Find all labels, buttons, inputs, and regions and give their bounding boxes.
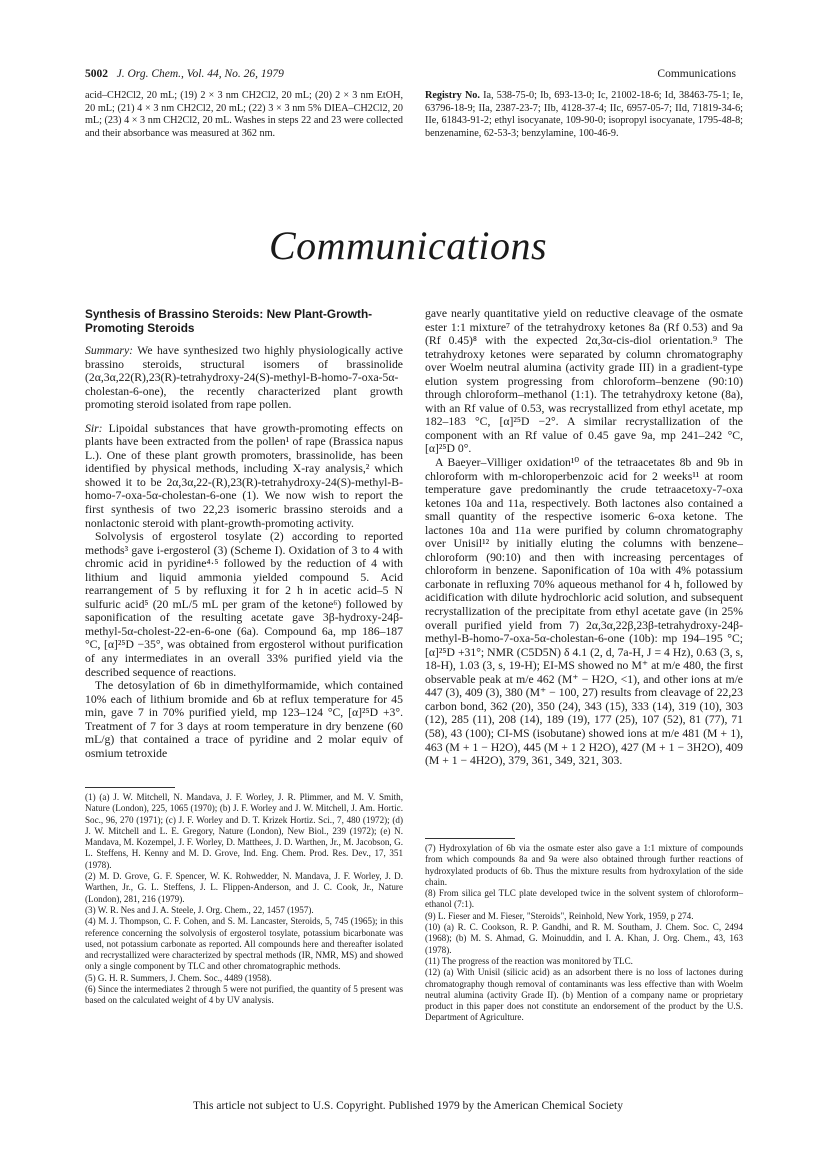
footnotes-left	[85, 792, 403, 1007]
paragraph: The detosylation of 6b in dimethylformamide, which contained 10% each of lithium bromide and 6b at reflux temperature for 45 min, gave 7 in 70% purified yield, mp 123–124 °C, [α]²⁵D +3°. Treatment of 7 for 3 days at room temperature in dry benzene (60 mL/g) that contained a trace of pyridine and 2 molar equiv of osmium tetroxide	[85, 679, 403, 760]
page-number: 5002	[85, 68, 108, 80]
summary-label: Summary:	[85, 344, 134, 357]
right-column	[425, 307, 743, 768]
footnote: (5) G. H. R. Summers, J. Chem. Soc., 4489 (1958).	[85, 972, 272, 983]
registry-numbers	[425, 90, 743, 140]
footnote-rule	[425, 838, 515, 839]
footnote: (1) (a) J. W. Mitchell, N. Mandava, J. F. Worley, J. R. Plimmer, and M. V. Smith, Nature (London), 225, 1065 (1970); (b) J. F. Worley and J. W. Mitchell, J. Am. Hortic. Soc., 96, 270 (1971); (c) J. F. Worley and D. T. Krizek Hortiz. Sci., 7, 480 (1972); (d) J. W. Mitchell and L. E. Gregory, Nature (London), New Biol., 239 (1972); (e) N. Mandava, M. Kozempel, J. F. Worley, D. Matthees, J. D. Warthen, Jr., M. Jacobson, G. L. Steffens, H. Kenny and M. D. Grove, Ind. Eng. Chem. Prod. Res. Dev., 17, 351 (1978).	[85, 792, 403, 870]
running-header-section: Communications	[657, 68, 736, 80]
footnote: (11) The progress of the reaction was monitored by TLC.	[425, 955, 633, 966]
footnote: (4) M. J. Thompson, C. F. Cohen, and S. M. Lancaster, Steroids, 5, 745 (1965); in this reference concerning the solvolysis of ergosterol tosylate, potassium bicarbonate was used, not potassium carbonate as reported. All compounds here and thereafter isolated and recrystallized were characterized by spectral methods (IR, NMR, MS) and showed only a single component by TLC and other chromatographic methods.	[85, 916, 403, 972]
section-title: Communications	[268, 223, 548, 268]
registry-label: Registry No.	[425, 90, 480, 101]
journal-citation: J. Org. Chem., Vol. 44, No. 26, 1979	[116, 68, 284, 80]
footnote: (12) (a) With Unisil (silicic acid) as an adsorbent there is no loss of lactones during chromatography though removal of contaminants was less effective than with Woelm neutral alumina (activity Grade II). (b) Mention of a company name or proprietary product in this paper does not constitute an endorsement of the product by the U.S. Department of Agriculture.	[425, 967, 743, 1023]
sir-label: Sir:	[85, 421, 103, 435]
article-title: Synthesis of Brassino Steroids: New Plant-Growth-Promoting Steroids	[85, 307, 373, 335]
article-summary	[85, 344, 403, 412]
summary-text: We have synthesized two highly physiologically active brassino steroids, structural isomers of brassinolide (2α,3α,22(R),23(R)-tetrahydroxy-24(S)-methyl-B-homo-7-oxa-5α-cholestan-6-one), the recently characterized plant growth promoting steroid isolated from rape pollen.	[85, 344, 403, 412]
footnote: (10) (a) R. C. Cookson, R. P. Gandhi, and R. M. Southam, J. Chem. Soc. C, 2494 (1968); (b) M. S. Ahmad, G. Moinuddin, and I. A. Khan, J. Org. Chem., 43, 163 (1978).	[425, 922, 743, 955]
running-header-left	[85, 68, 284, 80]
paragraph: gave nearly quantitative yield on reductive cleavage of the osmate ester 1:1 mixture⁷ of the tetrahydroxy ketones 8a (Rf 0.53) and 9a (Rf 0.45)⁸ with the expected 2α,3α-cis-diol orientation.⁹ The tetrahydroxy ketones were separated by column chromatography over Woelm neutral alumina (activity grade III) in a gradient-type elution system progressing from chloroform–benzene (90:10) through chloroform–methanol (1:1). The tetrahydroxy ketone (8a), with an Rf value of 0.53, was recrystallized from ethyl acetate, mp 182–183 °C, [α]²⁵D −2°. A similar recrystallization of the component with an Rf value of 0.45 gave 9a, mp 241–242 °C, [α]²⁵D 0°.	[425, 307, 743, 456]
registry-text: Ia, 538-75-0; Ib, 693-13-0; Ic, 21002-18-6; Id, 38463-75-1; Ie, 63796-18-9; IIa, 2387-23-7; IIb, 4128-37-4; IIc, 6957-05-7; IId, 71819-34-6; IIe, 61843-91-2; ethyl isocyanate, 109-90-0; isopropyl isocyanate, 1795-48-8; benzenamine, 62-53-3; benzylamine, 100-46-9.	[425, 90, 743, 139]
footnote: (6) Since the intermediates 2 through 5 were not purified, the quantity of 5 present was based on the calculated weight of 4 by UV analysis.	[85, 984, 403, 1006]
footnote: (9) L. Fieser and M. Fieser, "Steroids", Reinhold, New York, 1959, p 274.	[425, 910, 694, 921]
footnote: (7) Hydroxylation of 6b via the osmate ester also gave a 1:1 mixture of compounds from which compounds 8a and 9a were also obtained through further reactions of hydroxylated products of 6b. Thus the mixture results from hydroxylation of the side chain.	[425, 843, 743, 887]
paragraph: Solvolysis of ergosterol tosylate (2) according to reported methods³ gave i-ergosterol (3) (Scheme I). Oxidation of 3 to 4 with chromic acid in pyridine⁴·⁵ followed by the reduction of 4 with lithium and liquid ammonia yielded compound 5. Acid rearrangement of 5 by refluxing it for 2 h in acetic acid–5 N sulfuric acid⁵ (20 mL/5 mL per gram of the ketone⁶) followed by saponification of the resulting acetate gave 3β-hydroxy-24β-methyl-5α-cholest-22-en-6-one (6a). Compound 6a, mp 186–187 °C, [α]²⁵D −35°, was obtained from ergosterol without purification of any intermediates in an overall 33% purified yield via the described sequence of reactions.	[85, 530, 403, 679]
footnote-rule	[85, 787, 175, 788]
footnote: (3) W. R. Nes and J. A. Steele, J. Org. Chem., 22, 1457 (1957).	[85, 904, 314, 915]
paragraph	[85, 422, 403, 530]
paragraph: A Baeyer–Villiger oxidation¹⁰ of the tetraacetates 8b and 9b in chloroform with m-chloroperbenzoic acid for 2 weeks¹¹ at room temperature gave predominantly the crude tetraacetoxy-7-oxa ketones 10a and 11a, respectively. Both lactones also contained a small quantity of the respective isomeric 6-oxa ketone. The lactones 10a and 11a were purified by column chromatography over Unisil¹² by initially eluting the columns with benzene–chloroform (90:10) and then with increasing percentages of chloroform in benzene. Saponification of 10a with 4% potassium carbonate in refluxing 70% aqueous methanol for 4 h, followed by acidification with dilute hydrochloric acid solution, and subsequent recrystallization of the precipitate from ethyl acetate gave (in 25% overall purified yield from 7) 2α,3α,22β,23β-tetrahydroxy-24β-methyl-B-homo-7-oxa-5α-cholestan-6-one (10b): mp 194–195 °C; [α]²⁵D +31°; NMR (C5D5N) δ 4.1 (2, d, 7a-H, J = 4 Hz), 0.63 (3, s, 18-H), 1.03 (3, s, 19-H); EI-MS showed no M⁺ at m/e 480, the first observable peak at m/e 462 (M⁺ − H2O, <1), and other ions at m/e 447 (3), 409 (3), 380 (M⁺ − 100, 27) results from cleavage of 22,23 carbon bond, 362 (20), 350 (24), 343 (15), 333 (14), 319 (10), 303 (12), 285 (11), 208 (14), 189 (19), 177 (25), 107 (52), 81 (77), 71 (58), 43 (100); CI-MS (isobutane) showed ions at m/e 481 (M + 1), 463 (M + 1 − H2O), 445 (M + 1 2 H2O), 427 (M + 1 − 3H2O), 409 (M + 1 − 4H2O), 379, 361, 349, 321, 303.	[425, 456, 743, 768]
left-column	[85, 307, 403, 760]
footnote: (2) M. D. Grove, G. F. Spencer, W. K. Rohwedder, N. Mandava, J. F. Worley, J. D. Warthen, Jr., G. L. Steffens, J. L. Flippen-Anderson, and J. C. Cook, Jr., Nature (London), 281, 216 (1979).	[85, 871, 403, 904]
previous-article-tail: acid–CH2Cl2, 20 mL; (19) 2 × 3 nm CH2Cl2, 20 mL; (20) 2 × 3 nm EtOH, 20 mL; (21) 4 × 3 nm CH2Cl2, 20 mL; (22) 3 × 3 nm 5% DIEA–CH2Cl2, 20 mL; (23) 4 × 3 nm CH2Cl2, 20 mL. Washes in steps 22 and 23 were collected and their absorbance was measured at 362 nm.	[85, 90, 403, 139]
footnotes-right	[425, 843, 743, 1024]
footnote: (8) From silica gel TLC plate developed twice in the solvent system of chloroform–ethanol (7:1).	[425, 888, 743, 910]
page-footer: This article not subject to U.S. Copyright. Published 1979 by the American Chemical Society	[193, 1100, 623, 1112]
paragraph-text: Lipoidal substances that have growth-promoting effects on plants have been extracted from the pollen¹ of rape (Brassica napus L.). One of these plant growth promoters, brassinolide, has been identified by physical methods, including X-ray analysis,² which showed it to be 2α,3α,22-(R),23(R)-tetrahydroxy-24(S)-methyl-B-homo-7-oxa-5α-cholestan-6-one (1). We now wish to report the first synthesis of two 22,23 isomeric brassino steroids and a nonlactonic steroid with plant-growth-promoting activity.	[85, 421, 403, 530]
